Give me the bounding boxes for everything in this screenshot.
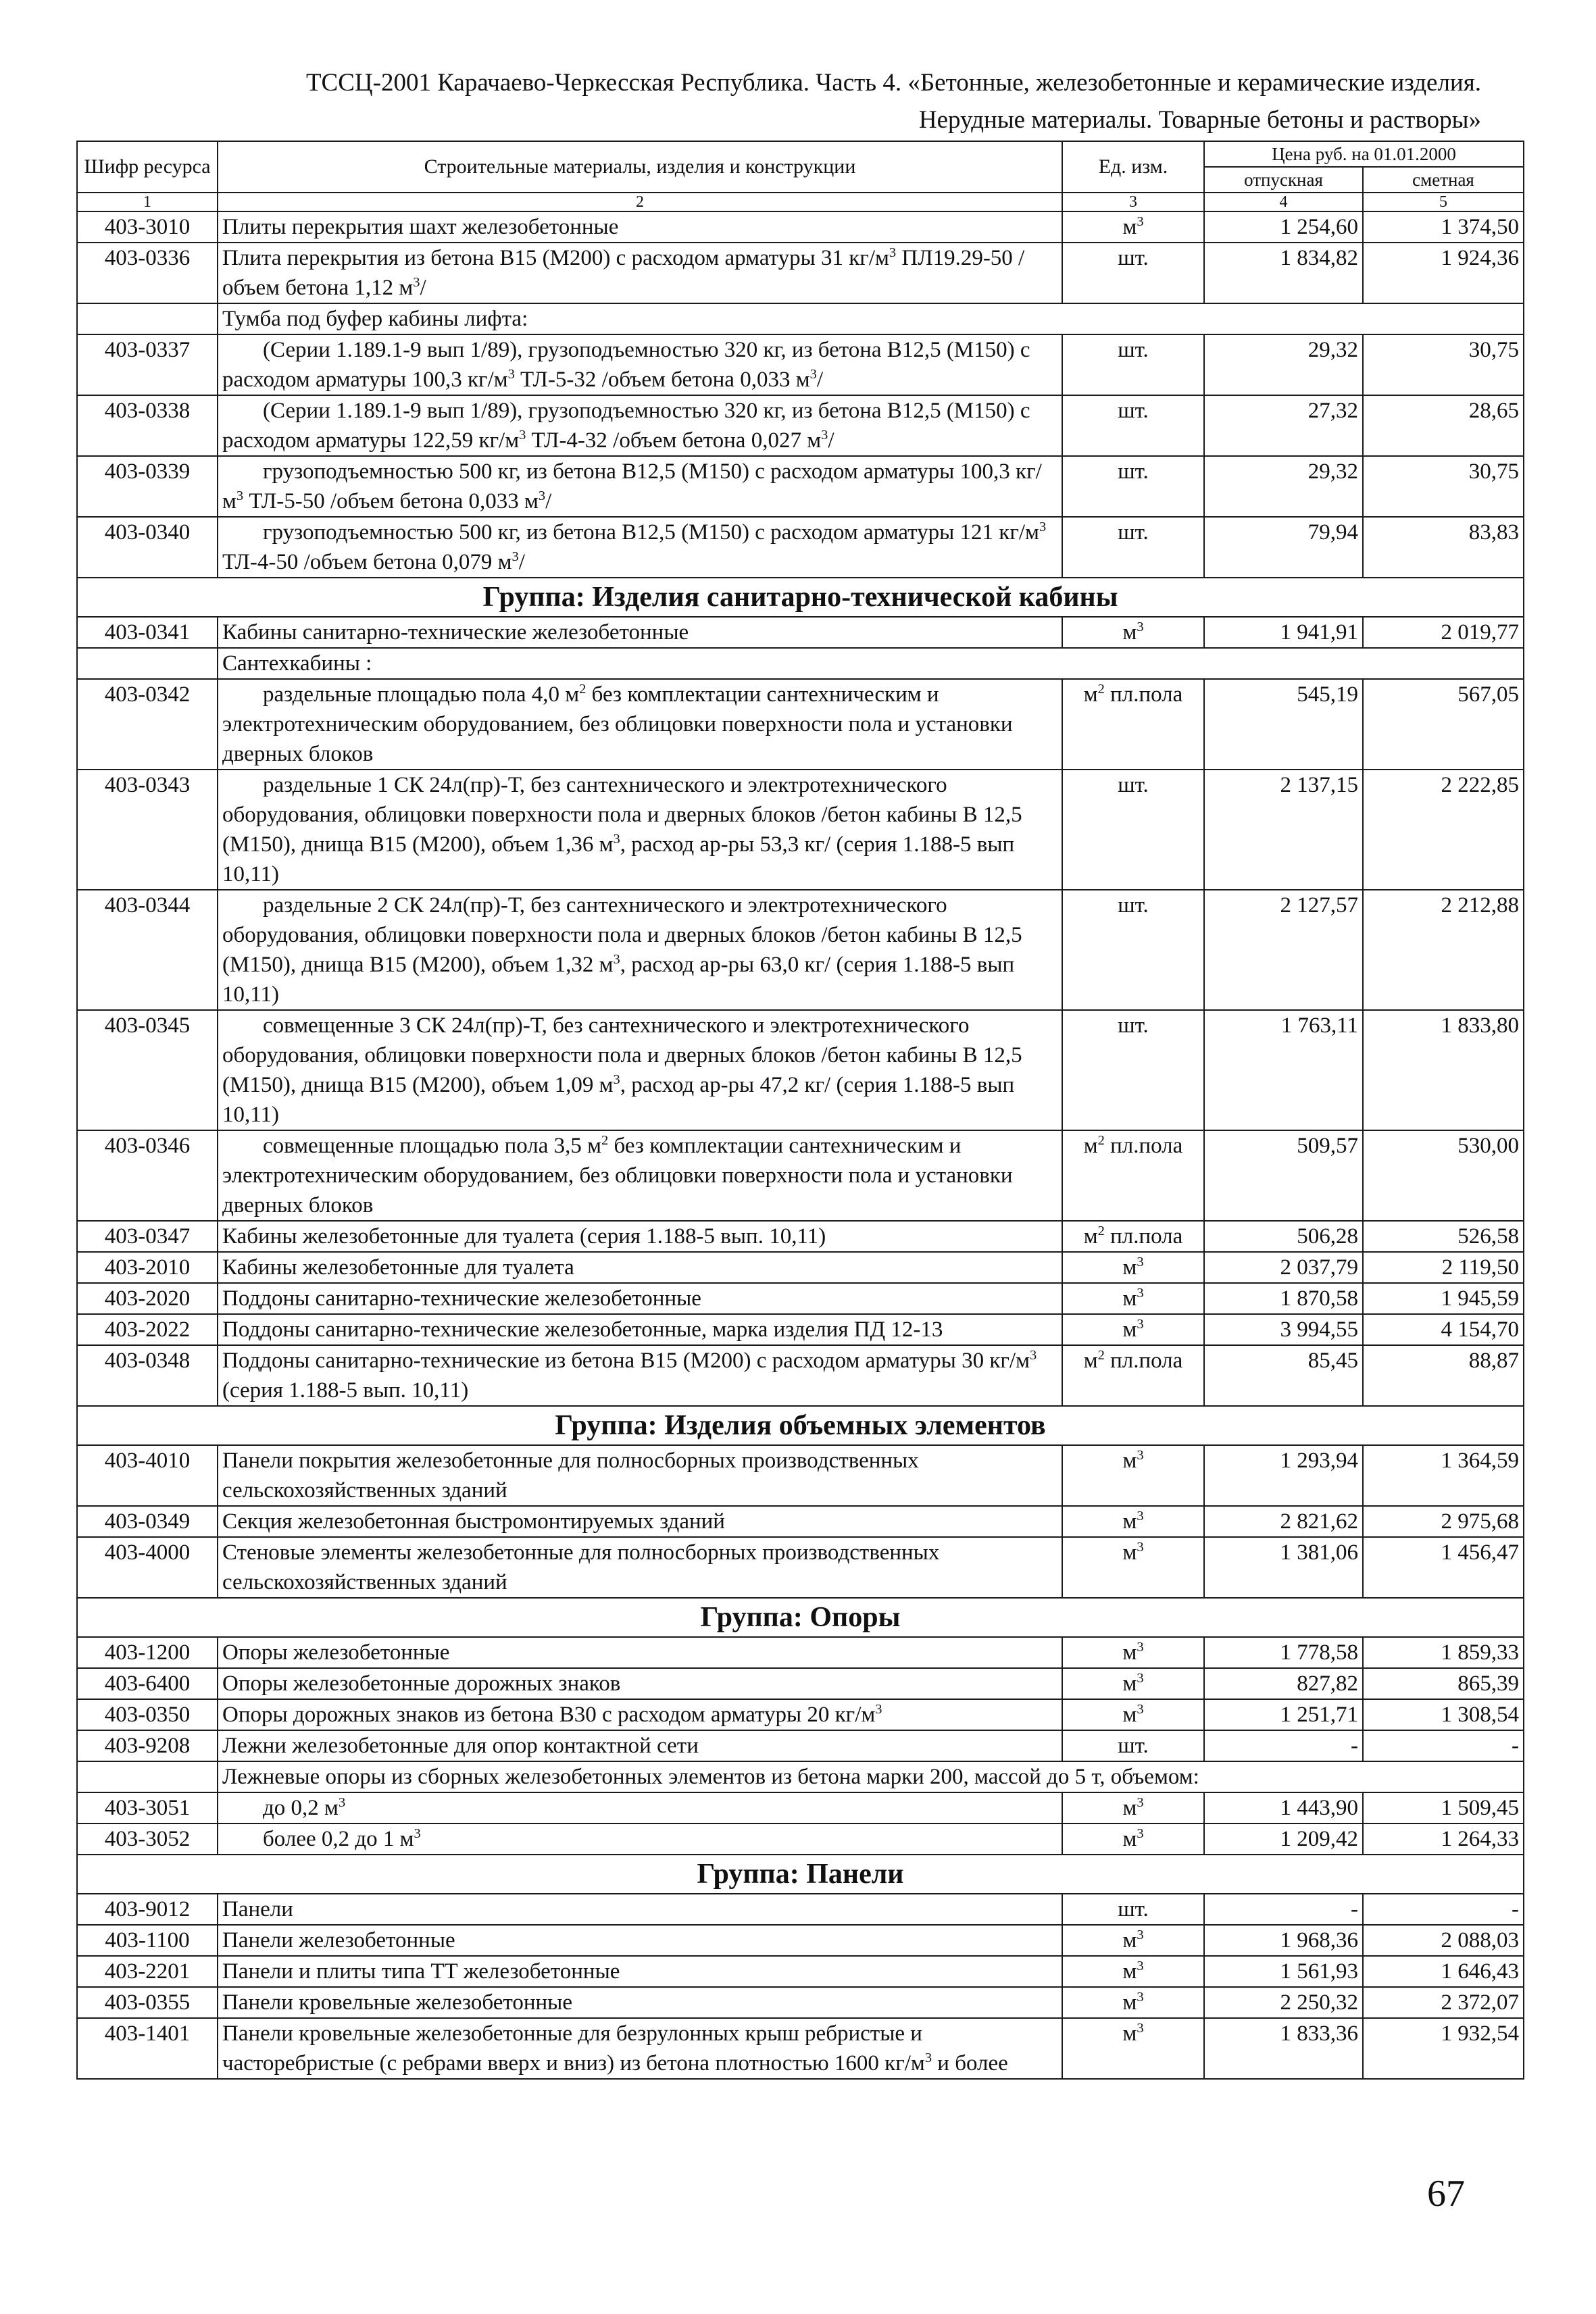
header-line-1: ТССЦ-2001 Карачаево-Черкесская Республика. Часть 4. «Бетонные, железобетонные и керамические изделия.	[305, 69, 1481, 97]
cell-name: Поддоны санитарно-технические из бетона B15 (M200) с расходом арматуры 30 $кг/м^3$ (серия 1.188-5 вып. 10,11)	[218, 1345, 1062, 1406]
cell-p2: 1 374,50	[1363, 211, 1524, 243]
cell-code: 403-6400	[77, 1668, 218, 1699]
cell-p1: 2 821,62	[1204, 1506, 1363, 1537]
cell-unit: $м^3$	[1062, 1537, 1204, 1598]
page-header	[62, 64, 1481, 139]
table-row	[77, 1130, 1524, 1221]
table-row	[77, 1506, 1524, 1537]
column-number: 4	[1204, 193, 1363, 211]
column-number: 2	[218, 193, 1062, 211]
table-row	[77, 1445, 1524, 1506]
cell-name: Опоры железобетонные	[218, 1637, 1062, 1668]
cell-p2: -	[1363, 1730, 1524, 1761]
cell-p2: 1 264,33	[1363, 1823, 1524, 1855]
cell-unit: $м^2$ пл.пола	[1062, 1221, 1204, 1252]
cell-p2: 530,00	[1363, 1130, 1524, 1221]
cell-code: 403-0346	[77, 1130, 218, 1221]
cell-p1: 29,32	[1204, 334, 1363, 395]
cell-name: Панели	[218, 1894, 1062, 1925]
cell-name: грузоподъемностью 500 кг, из бетона B12,5 (M150) с расходом арматуры 100,3 $кг/м^3$ ТЛ-5-50 /объем бетона 0,033 $м^3/$	[218, 456, 1062, 517]
cell-p1: -	[1204, 1894, 1363, 1925]
empty-cell	[77, 1761, 218, 1792]
column-number-row	[77, 193, 1524, 211]
table-row	[77, 211, 1524, 243]
cell-name: Опоры дорожных знаков из бетона B30 с расходом арматуры 20 $кг/м^3$	[218, 1699, 1062, 1730]
header-price: Цена руб. на 01.01.2000	[1204, 141, 1524, 167]
header-estimate-price: сметная	[1363, 167, 1524, 193]
cell-p2: 2 975,68	[1363, 1506, 1524, 1537]
table-row	[77, 1668, 1524, 1699]
cell-unit: $м^3$	[1062, 1314, 1204, 1345]
cell-p2: 1 456,47	[1363, 1537, 1524, 1598]
cell-name: Поддоны санитарно-технические железобетонные	[218, 1283, 1062, 1314]
cell-unit: $м^3$	[1062, 2018, 1204, 2079]
cell-p1: 827,82	[1204, 1668, 1363, 1699]
group-title: Группа: Изделия объемных элементов	[77, 1406, 1524, 1445]
group-title-row	[77, 1598, 1524, 1637]
cell-p1: 27,32	[1204, 395, 1363, 456]
cell-p1: 1 778,58	[1204, 1637, 1363, 1668]
table-row	[77, 1345, 1524, 1406]
cell-name: Плиты перекрытия шахт железобетонные	[218, 211, 1062, 243]
cell-p2: 1 308,54	[1363, 1699, 1524, 1730]
column-number: 5	[1363, 193, 1524, 211]
cell-unit: $м^3$	[1062, 1956, 1204, 1987]
cell-p1: 545,19	[1204, 679, 1363, 770]
cell-p1: 85,45	[1204, 1345, 1363, 1406]
cell-unit: $м^3$	[1062, 1283, 1204, 1314]
cell-p2: 2 088,03	[1363, 1925, 1524, 1956]
table-row	[77, 1283, 1524, 1314]
cell-p1: 1 254,60	[1204, 211, 1363, 243]
cell-name: Кабины железобетонные для туалета (серия 1.188-5 вып. 10,11)	[218, 1221, 1062, 1252]
cell-code: 403-2020	[77, 1283, 218, 1314]
group-title: Группа: Опоры	[77, 1598, 1524, 1637]
cell-p2: 2 212,88	[1363, 890, 1524, 1010]
table-note-row	[77, 303, 1524, 334]
group-title: Группа: Изделия санитарно-технической кабины	[77, 578, 1524, 617]
table-row	[77, 395, 1524, 456]
cell-code: 403-2201	[77, 1956, 218, 1987]
table-note-row	[77, 1761, 1524, 1792]
cell-p1: 1 443,90	[1204, 1792, 1363, 1823]
cell-p1: 509,57	[1204, 1130, 1363, 1221]
cell-p2: 1 932,54	[1363, 2018, 1524, 2079]
cell-code: 403-1401	[77, 2018, 218, 2079]
table-row	[77, 517, 1524, 578]
cell-name: совмещенные 3 СК 24л(пр)-Т, без сантехнического и электротехнического оборудования, облицовки поверхности пола и дверных блоков /бетон кабины B 12,5 (M150), днища B15 (M200), объем 1,09 $м^3$, расход ар-ры 47,2 кг/ (серия 1.188-5 вып 10,11)	[218, 1010, 1062, 1130]
header-release-price: отпускная	[1204, 167, 1363, 193]
cell-unit: $м^3$	[1062, 1637, 1204, 1668]
cell-p2: 30,75	[1363, 334, 1524, 395]
cell-p2: 2 372,07	[1363, 1987, 1524, 2018]
cell-unit: шт.	[1062, 334, 1204, 395]
table-row	[77, 1987, 1524, 2018]
column-number: 1	[77, 193, 218, 211]
cell-p1: 1 834,82	[1204, 243, 1363, 303]
cell-name: совмещенные площадью пола 3,5 $м^2$ без комплектации сантехническим и электротехническим оборудованием, без облицовки поверхности пола и установки дверных блоков	[218, 1130, 1062, 1221]
cell-p1: 1 941,91	[1204, 617, 1363, 648]
table-row	[77, 1823, 1524, 1855]
table-row	[77, 1221, 1524, 1252]
cell-name: Панели железобетонные	[218, 1925, 1062, 1956]
table-row	[77, 1699, 1524, 1730]
cell-p2: 1 833,80	[1363, 1010, 1524, 1130]
table-row	[77, 679, 1524, 770]
cell-p1: 2 250,32	[1204, 1987, 1363, 2018]
cell-p2: 1 509,45	[1363, 1792, 1524, 1823]
table-row	[77, 1894, 1524, 1925]
group-title: Группа: Панели	[77, 1855, 1524, 1894]
cell-name: раздельные 2 СК 24л(пр)-Т, без сантехнического и электротехнического оборудования, облицовки поверхности пола и дверных блоков /бетон кабины B 12,5 (M150), днища B15 (M200), объем 1,32 $м^3$, расход ар-ры 63,0 кг/ (серия 1.188-5 вып 10,11)	[218, 890, 1062, 1010]
cell-p1: 2 037,79	[1204, 1252, 1363, 1283]
cell-p2: 1 945,59	[1363, 1283, 1524, 1314]
table-row	[77, 243, 1524, 303]
cell-p2: 83,83	[1363, 517, 1524, 578]
note-cell: Сантехкабины :	[218, 648, 1524, 679]
cell-p1: 1 561,93	[1204, 1956, 1363, 1987]
cell-code: 403-9208	[77, 1730, 218, 1761]
cell-name: Кабины санитарно-технические железобетонные	[218, 617, 1062, 648]
table-row	[77, 1730, 1524, 1761]
cell-unit: шт.	[1062, 1010, 1204, 1130]
header-code: Шифр ресурса	[77, 141, 218, 193]
cell-p2: 28,65	[1363, 395, 1524, 456]
cell-code: 403-0347	[77, 1221, 218, 1252]
cell-p2: 88,87	[1363, 1345, 1524, 1406]
cell-unit: $м^3$	[1062, 211, 1204, 243]
cell-p1: 2 137,15	[1204, 770, 1363, 890]
header-unit: Ед. изм.	[1062, 141, 1204, 193]
cell-code: 403-0336	[77, 243, 218, 303]
cell-p2: 2 019,77	[1363, 617, 1524, 648]
cell-p2: 2 119,50	[1363, 1252, 1524, 1283]
header-line-2: Нерудные материалы. Товарные бетоны и растворы»	[918, 106, 1481, 134]
cell-name: Поддоны санитарно-технические железобетонные, марка изделия ПД 12-13	[218, 1314, 1062, 1345]
cell-unit: $м^3$	[1062, 1925, 1204, 1956]
cell-unit: шт.	[1062, 456, 1204, 517]
cell-name: раздельные площадью пола 4,0 $м^2$ без комплектации сантехническим и электротехническим оборудованием, без облицовки поверхности пола и установки дверных блоков	[218, 679, 1062, 770]
cell-unit: $м^3$	[1062, 1252, 1204, 1283]
cell-name: (Серии 1.189.1-9 вып 1/89), грузоподъемностью 320 кг, из бетона B12,5 (M150) с расходом арматуры 122,59 $кг/м^3$ ТЛ-4-32 /объем бетона 0,027 $м^3/$	[218, 395, 1062, 456]
cell-name: Панели покрытия железобетонные для полносборных производственных сельскохозяйственных зданий	[218, 1445, 1062, 1506]
cell-code: 403-3051	[77, 1792, 218, 1823]
cell-p1: 79,94	[1204, 517, 1363, 578]
cell-unit: шт.	[1062, 1730, 1204, 1761]
empty-cell	[77, 648, 218, 679]
cell-code: 403-2022	[77, 1314, 218, 1345]
cell-unit: шт.	[1062, 1894, 1204, 1925]
cell-code: 403-0337	[77, 334, 218, 395]
cell-p1: 1 833,36	[1204, 2018, 1363, 2079]
cell-name: Лежни железобетонные для опор контактной сети	[218, 1730, 1062, 1761]
table-row	[77, 456, 1524, 517]
page-number: 67	[1427, 2173, 1465, 2215]
cell-p1: 1 968,36	[1204, 1925, 1363, 1956]
cell-p2: 1 924,36	[1363, 243, 1524, 303]
cell-p2: 567,05	[1363, 679, 1524, 770]
cell-name: до 0,2 $м^3$	[218, 1792, 1062, 1823]
table-row	[77, 617, 1524, 648]
cell-code: 403-1100	[77, 1925, 218, 1956]
cell-name: Панели кровельные железобетонные для безрулонных крыш ребристые и часторебристые (с ребрами вверх и вниз) из бетона плотностью 1600 $кг/м^3$ и более	[218, 2018, 1062, 2079]
cell-p1: 1 293,94	[1204, 1445, 1363, 1506]
note-cell: Тумба под буфер кабины лифта:	[218, 303, 1524, 334]
cell-code: 403-0349	[77, 1506, 218, 1537]
cell-p1: 1 381,06	[1204, 1537, 1363, 1598]
table-row	[77, 1956, 1524, 1987]
cell-unit: шт.	[1062, 395, 1204, 456]
cell-name: Плита перекрытия из бетона B15 (M200) с расходом арматуры 31 $кг/м^3$ ПЛ19.29-50 /объем бетона 1,12 $м^3/$	[218, 243, 1062, 303]
cell-code: 403-0355	[77, 1987, 218, 2018]
cell-p2: 526,58	[1363, 1221, 1524, 1252]
cell-p1: 3 994,55	[1204, 1314, 1363, 1345]
cell-p1: 506,28	[1204, 1221, 1363, 1252]
cell-unit: $м^3$	[1062, 1506, 1204, 1537]
price-table	[76, 141, 1524, 2080]
cell-code: 403-2010	[77, 1252, 218, 1283]
cell-p2: 2 222,85	[1363, 770, 1524, 890]
cell-code: 403-3010	[77, 211, 218, 243]
cell-unit: $м^2$ пл.пола	[1062, 679, 1204, 770]
cell-name: Кабины железобетонные для туалета	[218, 1252, 1062, 1283]
table-header-row	[77, 141, 1524, 167]
cell-p2: 30,75	[1363, 456, 1524, 517]
table-row	[77, 1010, 1524, 1130]
cell-code: 403-1200	[77, 1637, 218, 1668]
cell-name: грузоподъемностью 500 кг, из бетона B12,5 (M150) с расходом арматуры 121 $кг/м^3$ ТЛ-4-50 /объем бетона 0,079 $м^3/$	[218, 517, 1062, 578]
cell-code: 403-0343	[77, 770, 218, 890]
cell-unit: $м^3$	[1062, 1668, 1204, 1699]
cell-code: 403-0345	[77, 1010, 218, 1130]
cell-code: 403-0348	[77, 1345, 218, 1406]
cell-p2: 865,39	[1363, 1668, 1524, 1699]
cell-p1: -	[1204, 1730, 1363, 1761]
cell-unit: $м^3$	[1062, 1445, 1204, 1506]
cell-name: Стеновые элементы железобетонные для полносборных производственных сельскохозяйственных зданий	[218, 1537, 1062, 1598]
cell-p2: -	[1363, 1894, 1524, 1925]
cell-unit: $м^3$	[1062, 1823, 1204, 1855]
cell-p2: 1 364,59	[1363, 1445, 1524, 1506]
table-note-row	[77, 648, 1524, 679]
cell-unit: шт.	[1062, 770, 1204, 890]
cell-name: (Серии 1.189.1-9 вып 1/89), грузоподъемностью 320 кг, из бетона B12,5 (M150) с расходом арматуры 100,3 $кг/м^3$ ТЛ-5-32 /объем бетона 0,033 $м^3/$	[218, 334, 1062, 395]
cell-unit: $м^2$ пл.пола	[1062, 1345, 1204, 1406]
cell-p1: 1 870,58	[1204, 1283, 1363, 1314]
table-row	[77, 1314, 1524, 1345]
cell-code: 403-4000	[77, 1537, 218, 1598]
empty-cell	[77, 303, 218, 334]
cell-unit: $м^3$	[1062, 617, 1204, 648]
cell-p1: 1 763,11	[1204, 1010, 1363, 1130]
cell-code: 403-0340	[77, 517, 218, 578]
table-row	[77, 1925, 1524, 1956]
table-row	[77, 2018, 1524, 2079]
table-row	[77, 770, 1524, 890]
cell-p2: 4 154,70	[1363, 1314, 1524, 1345]
table-row	[77, 1252, 1524, 1283]
cell-unit: шт.	[1062, 517, 1204, 578]
cell-p1: 29,32	[1204, 456, 1363, 517]
table-row	[77, 334, 1524, 395]
cell-unit: $м^3$	[1062, 1987, 1204, 2018]
cell-code: 403-0338	[77, 395, 218, 456]
cell-name: Панели и плиты типа ТТ железобетонные	[218, 1956, 1062, 1987]
cell-code: 403-3052	[77, 1823, 218, 1855]
cell-unit: шт.	[1062, 243, 1204, 303]
column-number: 3	[1062, 193, 1204, 211]
cell-p2: 1 646,43	[1363, 1956, 1524, 1987]
cell-code: 403-0341	[77, 617, 218, 648]
group-title-row	[77, 1855, 1524, 1894]
cell-code: 403-0350	[77, 1699, 218, 1730]
cell-unit: $м^2$ пл.пола	[1062, 1130, 1204, 1221]
group-title-row	[77, 1406, 1524, 1445]
cell-name: Секция железобетонная быстромонтируемых зданий	[218, 1506, 1062, 1537]
cell-code: 403-0339	[77, 456, 218, 517]
cell-name: Опоры железобетонные дорожных знаков	[218, 1668, 1062, 1699]
cell-unit: $м^3$	[1062, 1792, 1204, 1823]
table-row	[77, 1637, 1524, 1668]
cell-name: более 0,2 до 1 $м^3$	[218, 1823, 1062, 1855]
cell-p2: 1 859,33	[1363, 1637, 1524, 1668]
header-name: Строительные материалы, изделия и конструкции	[218, 141, 1062, 193]
cell-unit: шт.	[1062, 890, 1204, 1010]
group-title-row	[77, 578, 1524, 617]
cell-code: 403-0344	[77, 890, 218, 1010]
cell-unit: $м^3$	[1062, 1699, 1204, 1730]
cell-code: 403-0342	[77, 679, 218, 770]
table-row	[77, 1792, 1524, 1823]
cell-name: Панели кровельные железобетонные	[218, 1987, 1062, 2018]
cell-code: 403-9012	[77, 1894, 218, 1925]
cell-p1: 1 209,42	[1204, 1823, 1363, 1855]
note-cell: Лежневые опоры из сборных железобетонных элементов из бетона марки 200, массой до 5 т, объемом:	[218, 1761, 1524, 1792]
cell-name: раздельные 1 СК 24л(пр)-Т, без сантехнического и электротехнического оборудования, облицовки поверхности пола и дверных блоков /бетон кабины B 12,5 (M150), днища B15 (M200), объем 1,36 $м^3$, расход ар-ры 53,3 кг/ (серия 1.188-5 вып 10,11)	[218, 770, 1062, 890]
cell-code: 403-4010	[77, 1445, 218, 1506]
table-row	[77, 1537, 1524, 1598]
table-row	[77, 890, 1524, 1010]
cell-p1: 1 251,71	[1204, 1699, 1363, 1730]
cell-p1: 2 127,57	[1204, 890, 1363, 1010]
